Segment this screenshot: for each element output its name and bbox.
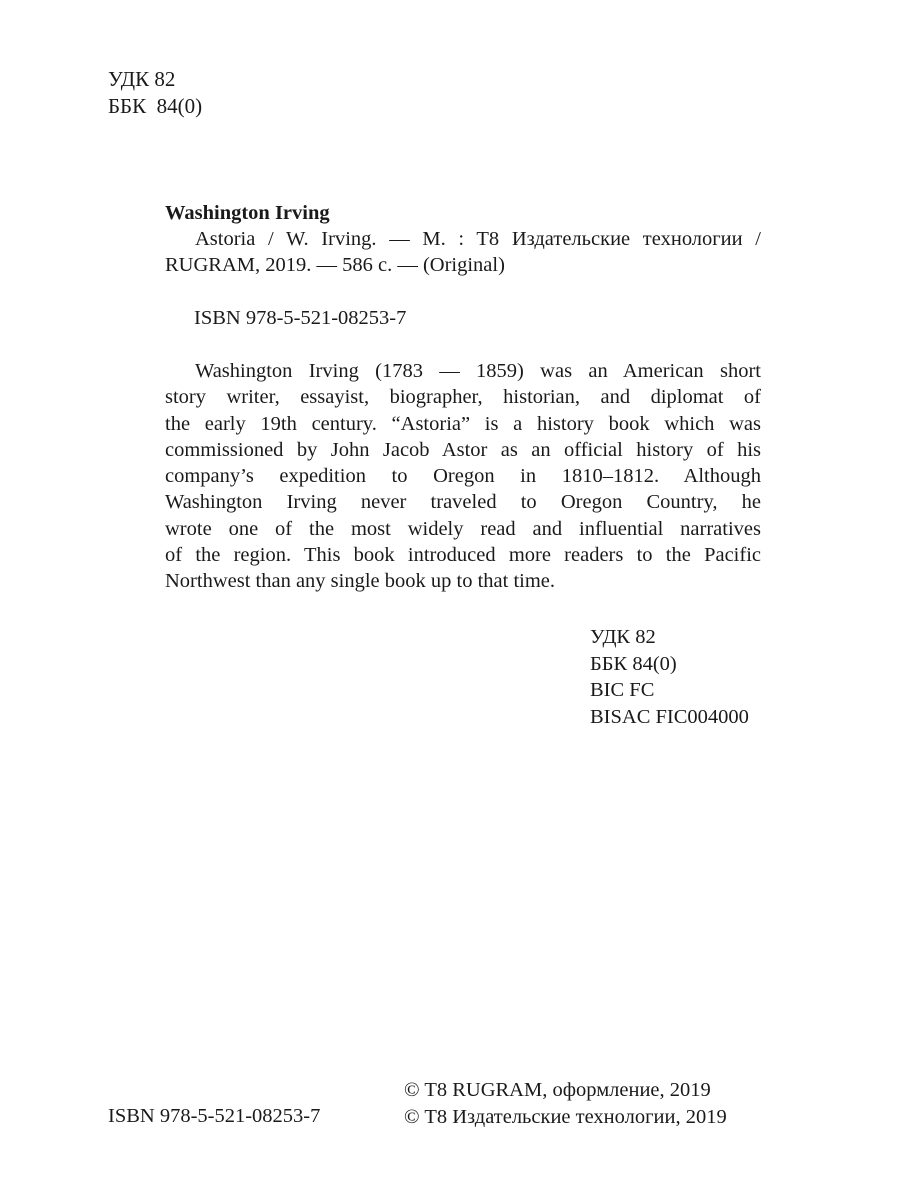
copyright-line-design: © T8 RUGRAM, оформление, 2019 (404, 1079, 711, 1101)
annotation-line: of the region. This book introduced more readers to the Pacific (165, 544, 761, 567)
annotation-line: commissioned by John Jacob Astor as an official history of his (165, 438, 761, 461)
bic-code: BIC FC (590, 679, 655, 701)
annotation-line: wrote one of the most widely read and influential narratives (165, 517, 761, 540)
footer-isbn: ISBN 978-5-521-08253-7 (108, 1105, 321, 1127)
bibliographic-record (165, 200, 761, 278)
annotation-line: story writer, essayist, biographer, historian, and diplomat of (165, 386, 761, 409)
bib-line-1: Astoria / W. Irving. — M. : T8 Издательские технологии / (195, 228, 761, 250)
annotation-line: Washington Irving (1783 — 1859) was an American short (195, 360, 761, 382)
bib-line-2: RUGRAM, 2019. — 586 с. — (Original) (165, 254, 505, 276)
right-classification (590, 624, 749, 730)
annotation-paragraph (165, 358, 761, 595)
annotation-line: Northwest than any single book up to that time. (165, 570, 556, 593)
bbk-code-right: ББК 84(0) (590, 652, 677, 675)
annotation-line: company’s expedition to Oregon in 1810–1812. Although (165, 465, 761, 488)
bbk-code: ББК 84(0) (108, 94, 203, 118)
copyright-line-publisher: © T8 Издательские технологии, 2019 (404, 1106, 727, 1128)
udk-code: УДК 82 (108, 67, 176, 91)
top-classification (108, 66, 202, 120)
annotation-line: the early 19th century. “Astoria” is a history book which was (165, 412, 761, 435)
copyright-block (404, 1077, 727, 1131)
udk-code-right: УДК 82 (590, 626, 656, 648)
bisac-code: BISAC FIC004000 (590, 705, 749, 728)
author-heading: Washington Irving (165, 202, 330, 224)
annotation-line: Washington Irving never traveled to Oregon Country, he (165, 491, 761, 514)
isbn-record: ISBN 978-5-521-08253-7 (194, 307, 407, 329)
